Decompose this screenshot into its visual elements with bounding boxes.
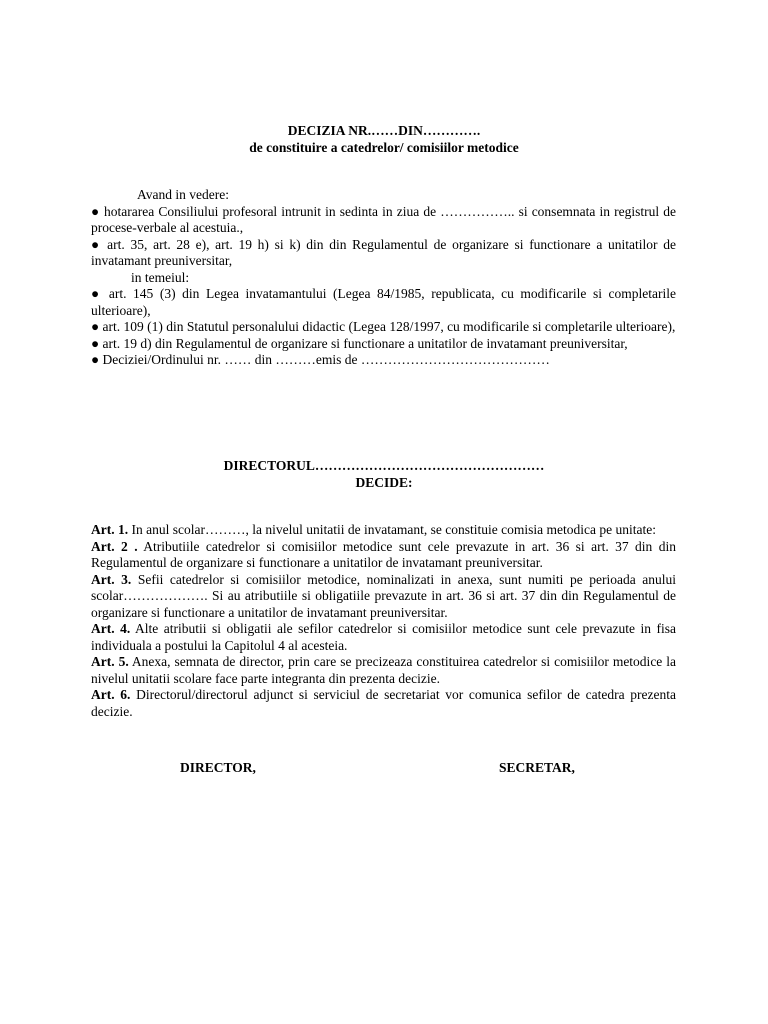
article-3 — [91, 572, 676, 622]
article-4 — [91, 621, 676, 654]
article-6 — [91, 687, 676, 720]
preamble — [91, 187, 676, 369]
preamble-item: ● art. 35, art. 28 e), art. 19 h) si k) din din Regulamentul de organizare si functionare a unitatilor de invatamant preuniversitar, — [91, 236, 676, 268]
director-signature-label: DIRECTOR, — [180, 760, 256, 775]
preamble-item: ● hotararea Consiliului profesoral intrunit in sedinta in ziua de …………….. si consemnata in registrul de procese-verbale al acestuia., — [91, 203, 676, 235]
article-text: Atributiile catedrelor si comisiilor metodice sunt cele prevazute in art. 36 si art. 37 din din Regulamentul de organizare si functionare a unitatilor de invatamant preuniversitar. — [91, 538, 676, 570]
preamble-item: ● art. 109 (1) din Statutul personalului didactic (Legea 128/1997, cu modificarile si completarile ulterioare), — [91, 319, 676, 334]
document-subtitle: de constituire a catedrelor/ comisiilor metodice — [249, 140, 519, 155]
document-title: DECIZIA NR.……DIN…………. — [287, 123, 481, 138]
article-label: Art. 4. — [91, 621, 131, 636]
article-text: Anexa, semnata de director, prin care se precizeaza constituirea catedrelor si comisiilor metodice la nivelul unitatii scolare face parte integranta din prezenta decizie. — [91, 654, 676, 686]
article-text: In anul scolar………, la nivelul unitatii de invatamant, se constituie comisia metodica pe unitate: — [128, 522, 656, 537]
article-label: Art. 2 . — [91, 538, 138, 554]
secretar-signature-label: SECRETAR, — [499, 760, 575, 775]
preamble-temeiul: in temeiul: — [131, 269, 190, 285]
article-label: Art. 1. — [91, 522, 129, 537]
article-1 — [91, 522, 676, 539]
article-label: Art. 5. — [91, 654, 129, 669]
preamble-item: ● Deciziei/Ordinului nr. …… din ………emis de …………………………………… — [91, 352, 550, 367]
article-5 — [91, 654, 676, 687]
preamble-intro: Avand in vedere: — [137, 187, 229, 202]
preamble-item: ● art. 19 d) din Regulamentul de organizare si functionare a unitatilor de invatamant preuniversitar, — [91, 335, 628, 351]
article-text: Sefii catedrelor si comisiilor metodice, nominalizati in anexa, sunt numiti pe perioada anului scolar………………. Si au atributiile si obligatiile prevazute in art. 36 si art. 37 din din Regulamentul de organizare si functionare a unitatilor de invatamant preuniversitar. — [91, 571, 676, 620]
decide-heading: DECIDE: — [355, 475, 413, 490]
article-2 — [91, 539, 676, 572]
article-text: Directorul/directorul adjunct si serviciul de secretariat vor comunica sefilor de catedra prezenta decizie. — [91, 687, 676, 719]
articles — [91, 522, 676, 720]
article-text: Alte atributii si obligatii ale sefilor catedrelor si comisiilor metodice sunt cele prevazute in fisa individuala a postului la Capitolul 4 al acesteia. — [91, 621, 676, 653]
director-line: DIRECTORUL…………………………………………… — [223, 458, 545, 473]
article-label: Art. 6. — [91, 687, 131, 702]
preamble-item: ● art. 145 (3) din Legea invatamantului (Legea 84/1985, republicata, cu modificarile si completarile ulterioare), — [91, 286, 676, 318]
article-label: Art. 3. — [91, 571, 132, 587]
